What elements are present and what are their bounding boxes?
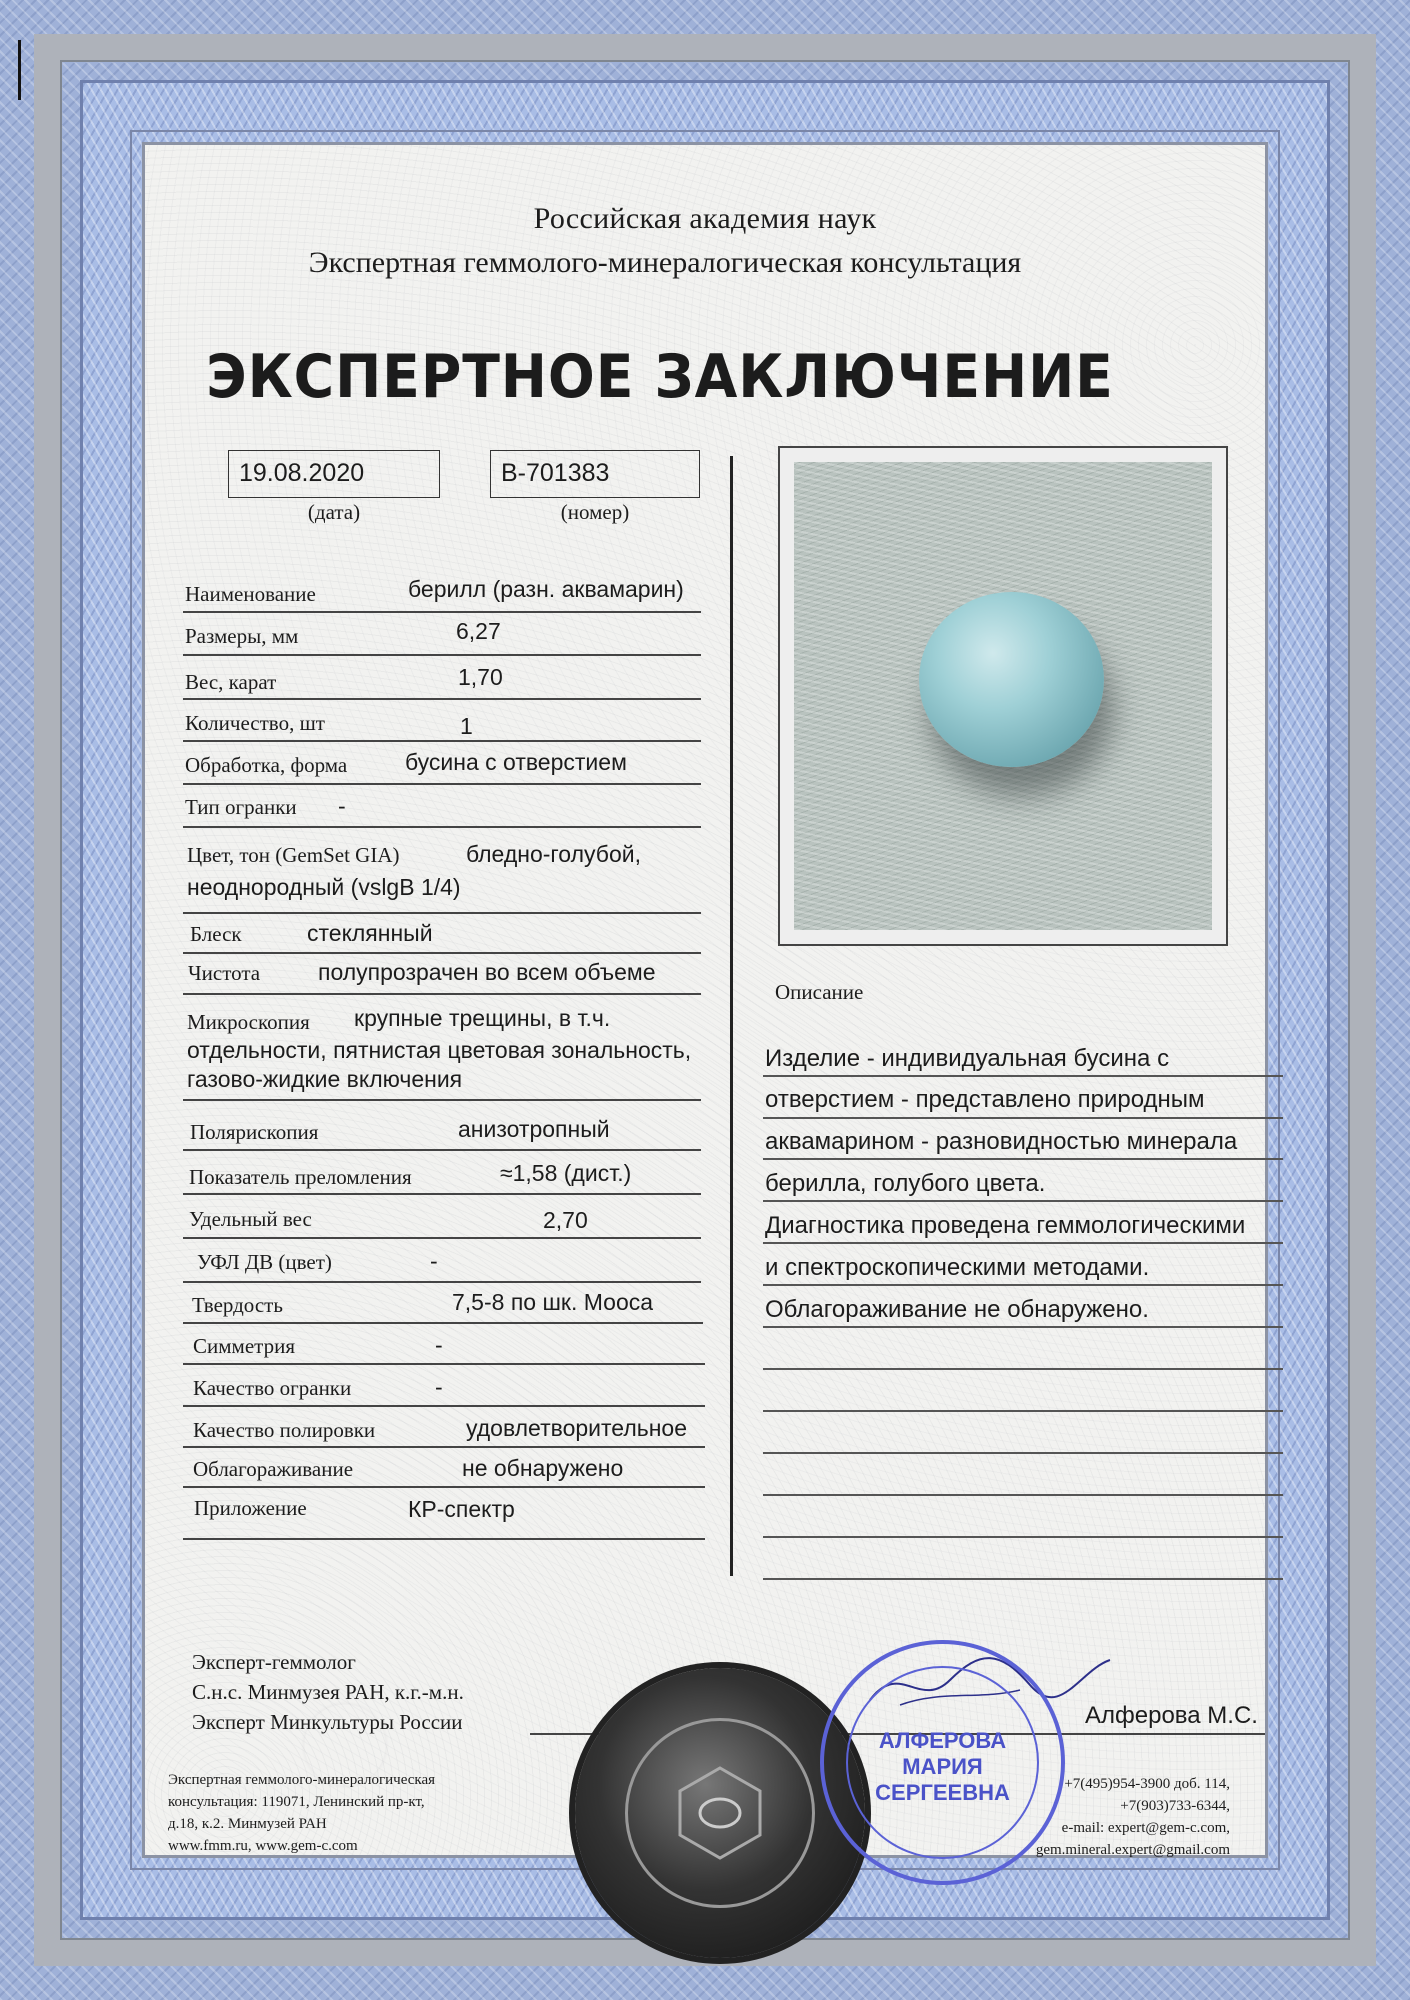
value-size: 6,27 (456, 618, 501, 644)
desc-rule (763, 1410, 1283, 1412)
row-line (183, 1322, 703, 1324)
description-line: аквамарином - разновидностью минерала (765, 1128, 1238, 1155)
aquamarine-bead-image (919, 592, 1104, 767)
scan-edge-mark (18, 40, 21, 100)
value-polariscope: анизотропный (458, 1116, 610, 1142)
label-quantity: Количество, шт (185, 711, 325, 735)
footer-address-1: Экспертная геммолого-минералогическая (168, 1772, 436, 1788)
row-line (183, 740, 701, 742)
label-specific-gravity: Удельный вес (189, 1207, 312, 1231)
label-microscopy: Микроскопия (187, 1010, 310, 1034)
row-line (183, 611, 701, 613)
value-quantity: 1 (460, 713, 473, 739)
label-uv-fluorescence: УФЛ ДВ (цвет) (197, 1250, 332, 1274)
row-line (183, 1099, 701, 1101)
desc-rule (763, 1494, 1283, 1496)
desc-rule (763, 1578, 1283, 1580)
date-field: 19.08.2020 (228, 450, 440, 498)
column-separator (730, 456, 733, 1576)
value-polish-quality: удовлетворительное (466, 1415, 688, 1441)
value-hardness: 7,5-8 по шк. Мооса (452, 1289, 654, 1315)
desc-rule (763, 1452, 1283, 1454)
row-line (183, 1446, 705, 1448)
label-cut-quality: Качество огранки (193, 1376, 352, 1400)
value-luster: стеклянный (307, 920, 433, 946)
row-line (183, 826, 701, 828)
row-line (183, 1193, 701, 1195)
label-polariscope: Полярископия (190, 1120, 319, 1144)
label-appendix: Приложение (194, 1496, 307, 1520)
expert-title-3: Эксперт Минкультуры России (192, 1710, 463, 1734)
stamp-name-1: АЛФЕРОВА (878, 1728, 1007, 1753)
label-color: Цвет, тон (GemSet GIA) (187, 843, 400, 867)
stamp-name-2: МАРИЯ (902, 1754, 983, 1779)
row-line (183, 912, 701, 914)
footer-address-2: консультация: 119071, Ленинский пр-кт, (168, 1794, 425, 1810)
embossed-seal (575, 1668, 865, 1958)
footer-email-2: gem.mineral.expert@gmail.com (1035, 1842, 1230, 1858)
value-refractive-index: ≈1,58 (дист.) (500, 1160, 632, 1186)
row-line (183, 1363, 705, 1365)
description-line: берилла, голубого цвета. (765, 1170, 1046, 1197)
value-microscopy-line1: крупные трещины, в т.ч. (354, 1005, 611, 1031)
value-weight: 1,70 (458, 664, 503, 690)
value-processing: бусина с отверстием (405, 749, 627, 775)
row-line (183, 1486, 705, 1488)
value-color-line1: бледно-голубой, (466, 841, 641, 867)
desc-rule (763, 1200, 1283, 1202)
row-line (183, 1405, 705, 1407)
label-size: Размеры, мм (185, 624, 299, 648)
number-caption: (номер) (560, 500, 630, 524)
footer-phone-1: +7(495)954-3900 доб. 114, (1064, 1776, 1230, 1792)
value-microscopy-line3: газово-жидкие включения (187, 1066, 463, 1092)
desc-rule (763, 1284, 1283, 1286)
label-processing: Обработка, форма (185, 753, 348, 777)
value-cut-type: - (338, 793, 346, 819)
expert-title-2: С.н.с. Минмузея РАН, к.г.-м.н. (192, 1680, 464, 1704)
date-caption: (дата) (307, 500, 361, 524)
number-field: В-701383 (490, 450, 700, 498)
footer-phone-2: +7(903)733-6344, (1120, 1798, 1230, 1814)
description-label: Описание (775, 980, 864, 1004)
label-hardness: Твердость (192, 1293, 283, 1317)
row-line (183, 993, 701, 995)
value-microscopy-line2: отдельности, пятнистая цветовая зональность, (187, 1037, 692, 1063)
desc-rule (763, 1117, 1283, 1119)
footer-website: www.fmm.ru, www.gem-c.com (168, 1838, 358, 1854)
description-line: отверстием - представлено природным (765, 1086, 1205, 1113)
description-line: Диагностика проведена геммологическими (765, 1212, 1246, 1239)
org-title: Российская академия наук (533, 202, 877, 235)
value-cut-quality: - (435, 1374, 443, 1400)
seal-emblem-icon (670, 1763, 770, 1863)
desc-rule (763, 1075, 1283, 1077)
row-line (183, 698, 701, 700)
label-symmetry: Симметрия (193, 1334, 295, 1358)
label-clarity: Чистота (188, 961, 261, 985)
stamp-name-3: СЕРГЕЕВНА (875, 1780, 1010, 1805)
label-weight: Вес, карат (185, 670, 277, 694)
row-line (183, 1538, 705, 1540)
value-specific-gravity: 2,70 (543, 1207, 588, 1233)
label-polish-quality: Качество полировки (193, 1418, 376, 1442)
label-refractive-index: Показатель преломления (189, 1165, 412, 1189)
label-name: Наименование (185, 582, 316, 606)
footer-address-3: д.18, к.2. Минмузей РАН (168, 1816, 327, 1832)
value-name: берилл (разн. аквамарин) (408, 576, 684, 602)
expert-name: Алферова М.С. (1085, 1702, 1258, 1729)
desc-rule (763, 1326, 1283, 1328)
org-subtitle: Экспертная геммолого-минералогическая консультация (308, 246, 1022, 279)
desc-rule (763, 1536, 1283, 1538)
desc-rule (763, 1242, 1283, 1244)
description-line: и спектроскопическими методами. (765, 1254, 1150, 1281)
label-cut-type: Тип огранки (185, 795, 297, 819)
value-appendix: КР-спектр (408, 1496, 515, 1522)
row-line (183, 1237, 701, 1239)
value-symmetry: - (435, 1332, 443, 1358)
value-uv-fluorescence: - (430, 1248, 438, 1274)
expert-title-1: Эксперт-геммолог (192, 1650, 356, 1674)
desc-rule (763, 1368, 1283, 1370)
document-title: ЭКСПЕРТНОЕ ЗАКЛЮЧЕНИЕ (206, 342, 1114, 412)
row-line (183, 1281, 701, 1283)
footer-email-1: e-mail: expert@gem-c.com, (1061, 1820, 1230, 1836)
value-enhancement: не обнаружено (462, 1455, 624, 1481)
label-luster: Блеск (190, 922, 242, 946)
label-enhancement: Облагораживание (193, 1457, 354, 1481)
row-line (183, 783, 701, 785)
value-color-line2: неоднородный (vslgB 1/4) (187, 874, 461, 900)
value-clarity: полупрозрачен во всем объеме (318, 959, 656, 985)
row-line (183, 1149, 701, 1151)
description-line: Облагораживание не обнаружено. (765, 1296, 1149, 1323)
row-line (183, 654, 701, 656)
row-line (183, 952, 701, 954)
gem-photo (794, 462, 1212, 930)
gem-photo-frame (778, 446, 1228, 946)
desc-rule (763, 1158, 1283, 1160)
description-line: Изделие - индивидуальная бусина с (765, 1045, 1170, 1072)
